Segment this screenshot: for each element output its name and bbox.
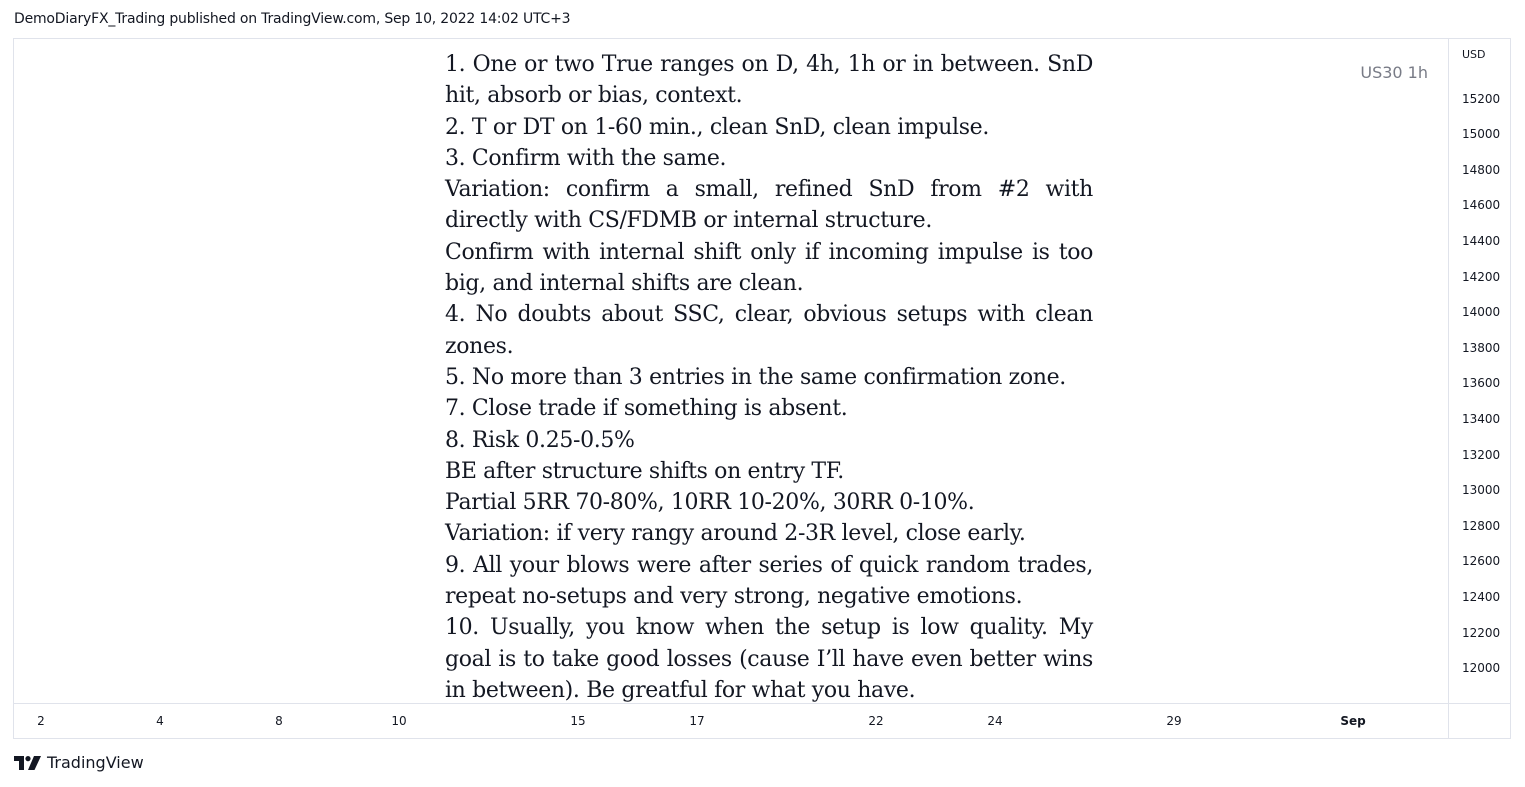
symbol-label: US30 1h bbox=[1360, 63, 1428, 82]
time-tick: 29 bbox=[1166, 714, 1182, 728]
tradingview-logo-icon bbox=[14, 756, 41, 770]
time-tick: 4 bbox=[156, 714, 164, 728]
price-tick: 14200 bbox=[1462, 270, 1501, 284]
text-note[interactable] bbox=[445, 49, 1093, 706]
note-line: 9. All your blows were after series of quick random trades, repeat no-setups and very strong, negative emotions. bbox=[445, 552, 1093, 610]
price-tick: 13600 bbox=[1462, 376, 1501, 390]
time-tick: 8 bbox=[275, 714, 283, 728]
note-line: Partial 5RR 70-80%, 10RR 10-20%, 30RR 0-10%. bbox=[445, 490, 975, 516]
time-tick: Sep bbox=[1340, 714, 1366, 728]
note-line: Variation: confirm a small, refined SnD from #2 with directly with CS/FDMB or internal structure. bbox=[445, 177, 1093, 234]
note-line: 10. Usually, you know when the setup is low quality. My goal is to take good losses (cause I’ll have even better wins in between). Be greatful for what you have. bbox=[445, 615, 1093, 703]
time-tick: 10 bbox=[391, 714, 407, 728]
note-line: Variation: if very rangy around 2-3R level, close early. bbox=[445, 521, 1026, 547]
tradingview-brand[interactable] bbox=[14, 753, 144, 772]
price-tick: 14400 bbox=[1462, 234, 1501, 248]
currency-label: USD bbox=[1462, 48, 1486, 61]
time-axis[interactable] bbox=[14, 703, 1448, 739]
note-line: 7. Close trade if something is absent. bbox=[445, 396, 848, 422]
note-line: 2. T or DT on 1-60 min., clean SnD, clean impulse. bbox=[445, 114, 989, 140]
note-line: 4. No doubts about SSC, clear, obvious setups with clean zones. bbox=[445, 302, 1093, 359]
price-tick: 14000 bbox=[1462, 305, 1501, 319]
note-line: 8. Risk 0.25-0.5% bbox=[445, 427, 635, 453]
price-tick: 15200 bbox=[1462, 92, 1501, 106]
time-tick: 17 bbox=[689, 714, 705, 728]
chart-pane[interactable] bbox=[14, 39, 1448, 703]
price-tick: 14800 bbox=[1462, 163, 1501, 177]
note-line: 5. No more than 3 entries in the same confirmation zone. bbox=[445, 364, 1066, 390]
published-caption: DemoDiaryFX_Trading published on TradingView.com, Sep 10, 2022 14:02 UTC+3 bbox=[14, 11, 571, 27]
price-tick: 12200 bbox=[1462, 626, 1501, 640]
time-tick: 15 bbox=[570, 714, 586, 728]
price-tick: 12400 bbox=[1462, 590, 1501, 604]
price-tick: 13000 bbox=[1462, 483, 1501, 497]
note-line: Confirm with internal shift only if incoming impulse is too big, and internal shifts are clean. bbox=[445, 239, 1093, 297]
time-tick: 24 bbox=[987, 714, 1003, 728]
price-tick: 12000 bbox=[1462, 661, 1501, 675]
price-axis[interactable] bbox=[1448, 39, 1511, 703]
price-tick: 14600 bbox=[1462, 198, 1501, 212]
price-tick: 15000 bbox=[1462, 127, 1501, 141]
price-tick: 13800 bbox=[1462, 341, 1501, 355]
price-tick: 13200 bbox=[1462, 448, 1501, 462]
note-line: BE after structure shifts on entry TF. bbox=[445, 458, 844, 484]
time-tick: 22 bbox=[868, 714, 884, 728]
price-tick: 12800 bbox=[1462, 519, 1501, 533]
note-line: 1. One or two True ranges on D, 4h, 1h or in between. SnD hit, absorb or bias, context. bbox=[445, 52, 1093, 109]
note-line: 3. Confirm with the same. bbox=[445, 145, 727, 171]
brand-label: TradingView bbox=[47, 753, 144, 772]
axis-corner bbox=[1448, 703, 1511, 739]
time-tick: 2 bbox=[37, 714, 45, 728]
price-tick: 13400 bbox=[1462, 412, 1501, 426]
price-tick: 12600 bbox=[1462, 554, 1501, 568]
